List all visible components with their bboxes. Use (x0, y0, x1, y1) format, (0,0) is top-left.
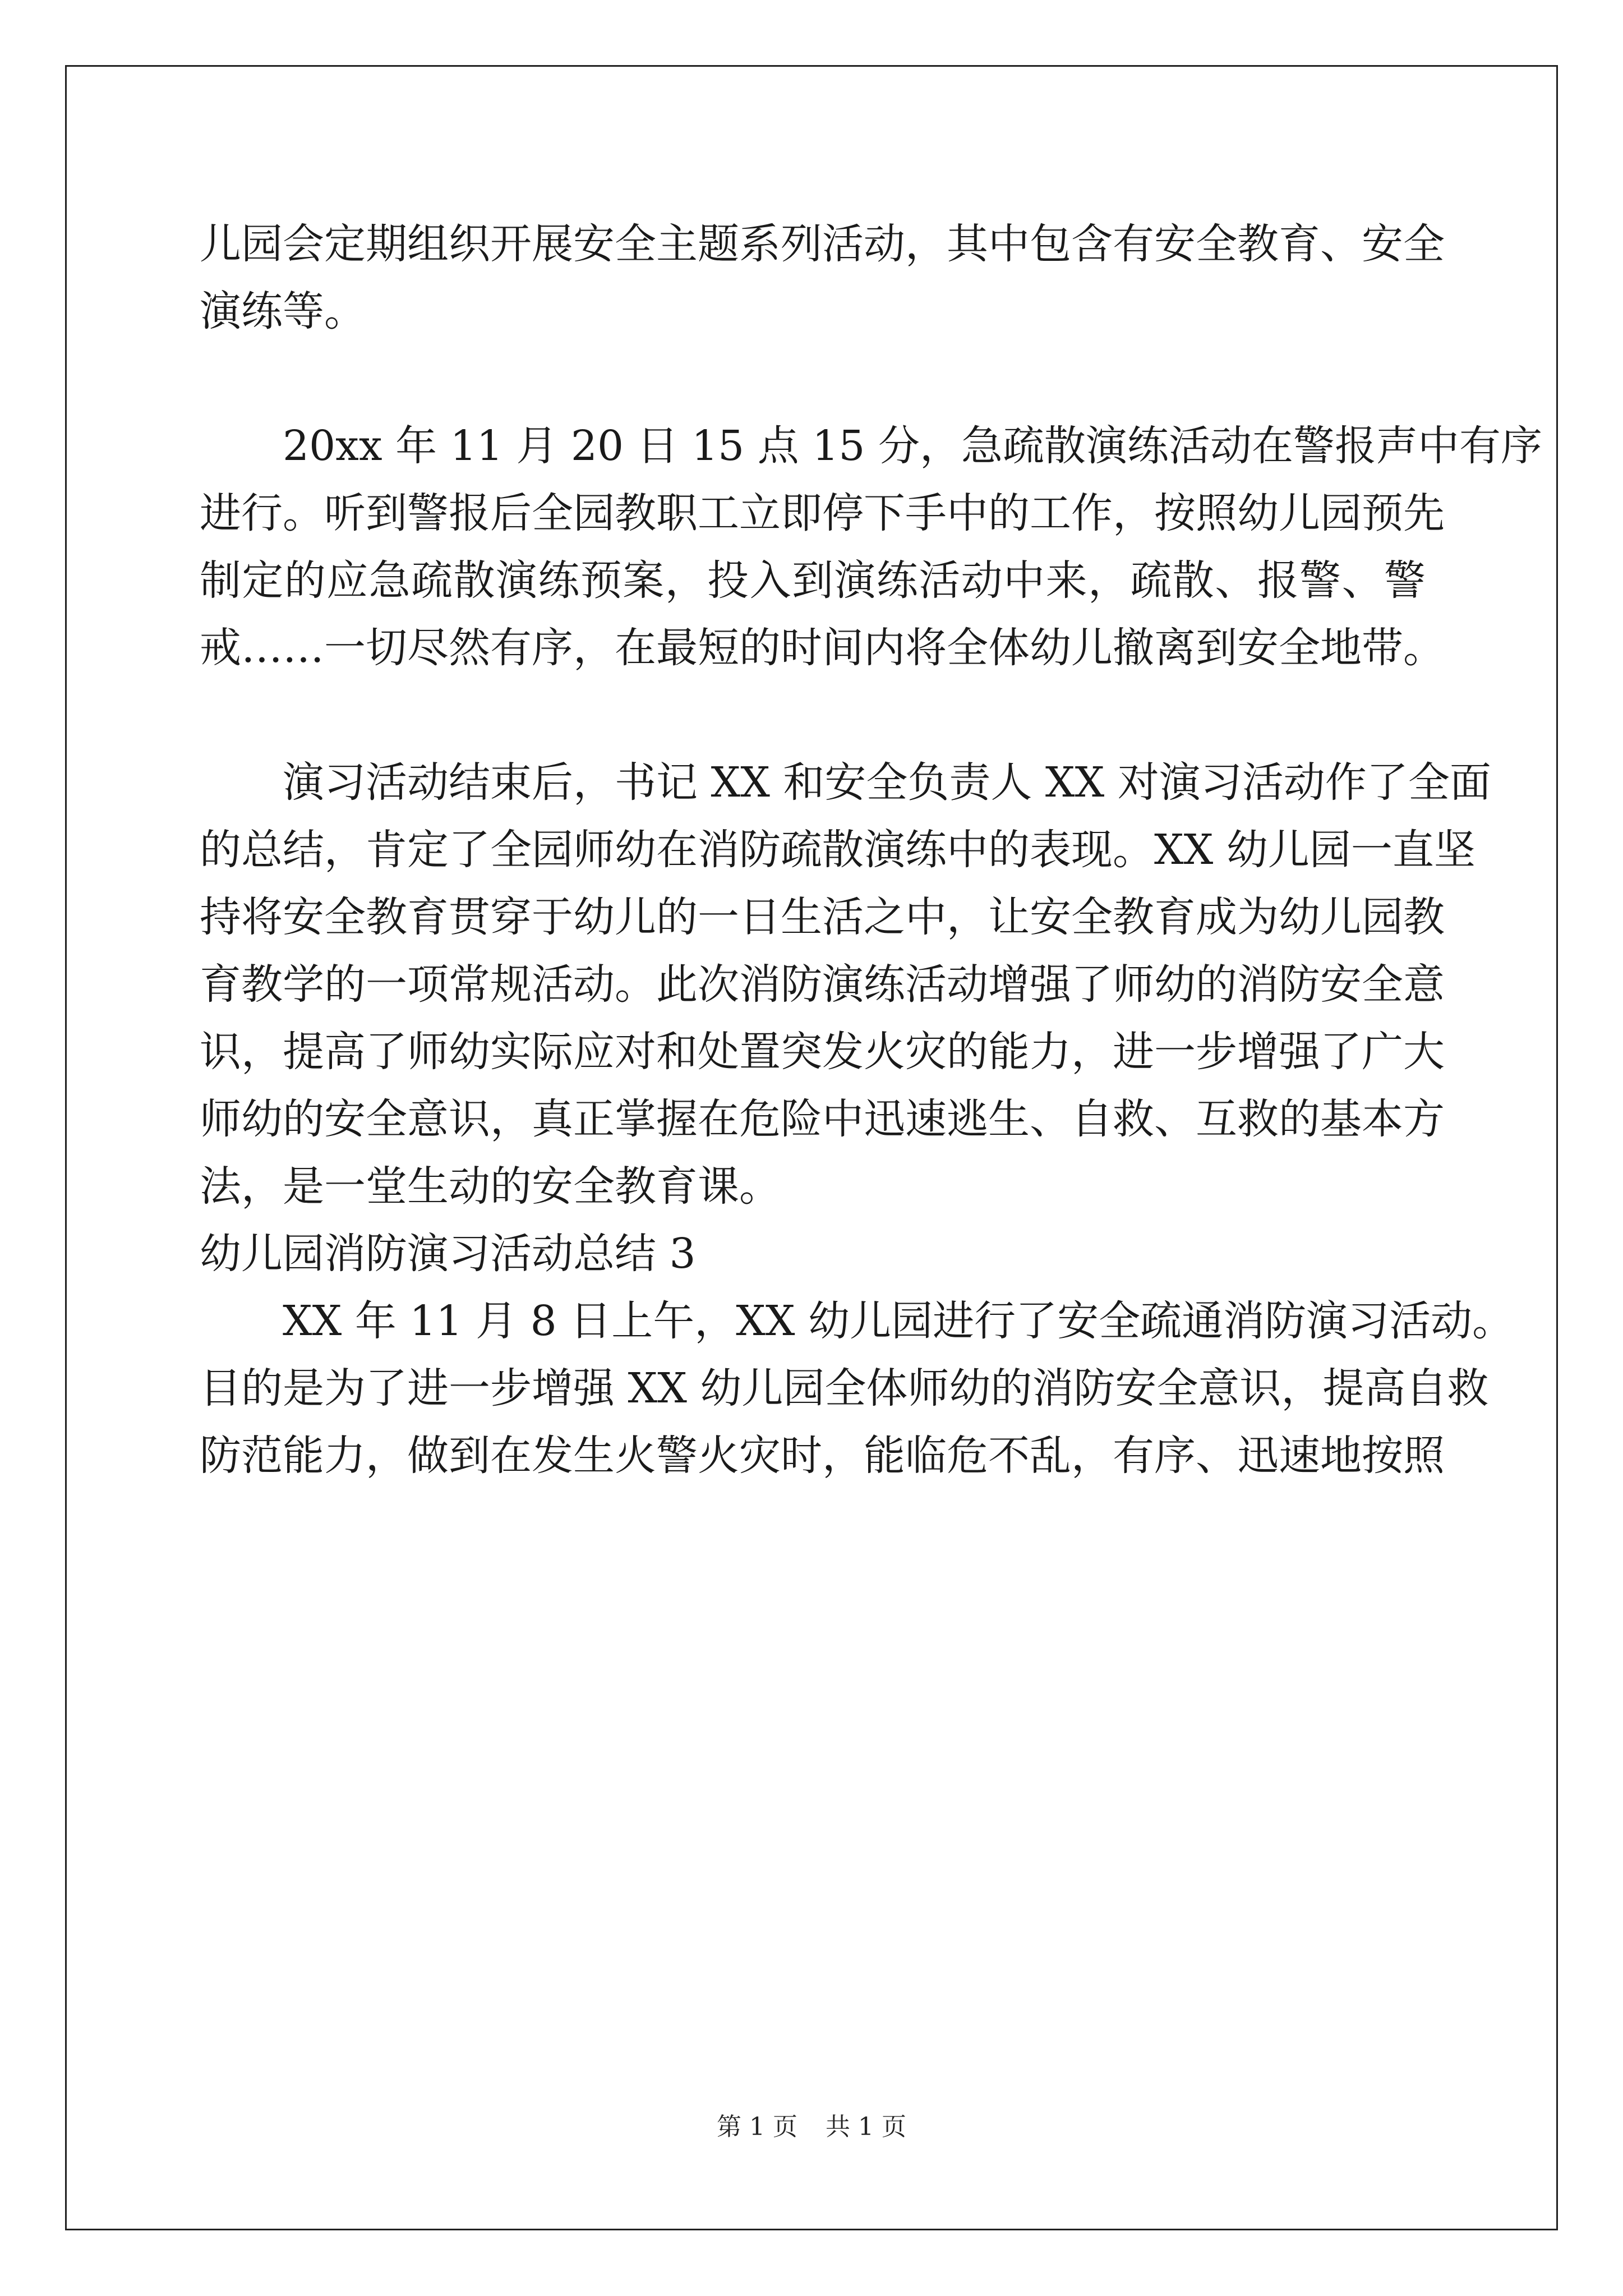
paragraph-line: 的总结，肯定了全园师幼在消防疏散演练中的表现。XX 幼儿园一直坚 (200, 826, 1476, 874)
paragraph-line: 制定的应急疏散演练预案，投入到演练活动中来，疏散、报警、警 (200, 556, 1426, 605)
paragraph-line: 师幼的安全意识，真正掌握在危险中迅速逃生、自救、互救的基本方 (200, 1095, 1445, 1143)
paragraph-line: 进行。听到警报后全园教职工立即停下手中的工作，按照幼儿园预先 (200, 489, 1445, 537)
paragraph-line: 识，提高了师幼实际应对和处置突发火灾的能力，进一步增强了广大 (200, 1028, 1445, 1076)
paragraph-line: 儿园会定期组织开展安全主题系列活动，其中包含有安全教育、安全 (200, 220, 1445, 268)
paragraph-line: 防范能力，做到在发生火警火灾时，能临危不乱，有序、迅速地按照 (200, 1432, 1445, 1480)
paragraph-line: 演习活动结束后，书记 XX 和安全负责人 XX 对演习活动作了全面 (283, 758, 1491, 807)
paragraph-line: XX 年 11 月 8 日上午，XX 幼儿园进行了安全疏通消防演习活动。 (283, 1297, 1514, 1345)
paragraph-line: 演练等。 (200, 287, 366, 335)
paragraph-line: 育教学的一项常规活动。此次消防演练活动增强了师幼的消防安全意 (200, 960, 1445, 1009)
paragraph-line: 持将安全教育贯穿于幼儿的一日生活之中，让安全教育成为幼儿园教 (200, 893, 1445, 941)
paragraph-line: 20xx 年 11 月 20 日 15 点 15 分，急疏散演练活动在警报声中有序 (283, 422, 1542, 470)
paragraph-line: 目的是为了进一步增强 XX 幼儿园全体师幼的消防安全意识，提高自救 (200, 1364, 1489, 1412)
paragraph-line: 法，是一堂生动的安全教育课。 (200, 1162, 781, 1211)
page-number: 第 1 页 (717, 2113, 797, 2141)
paragraph-line: 戒……一切尽然有序，在最短的时间内将全体幼儿撤离到安全地带。 (200, 624, 1445, 672)
section-heading: 幼儿园消防演习活动总结 3 (200, 1230, 696, 1278)
page-total: 共 1 页 (826, 2113, 906, 2141)
page-footer (0, 2110, 1623, 2144)
